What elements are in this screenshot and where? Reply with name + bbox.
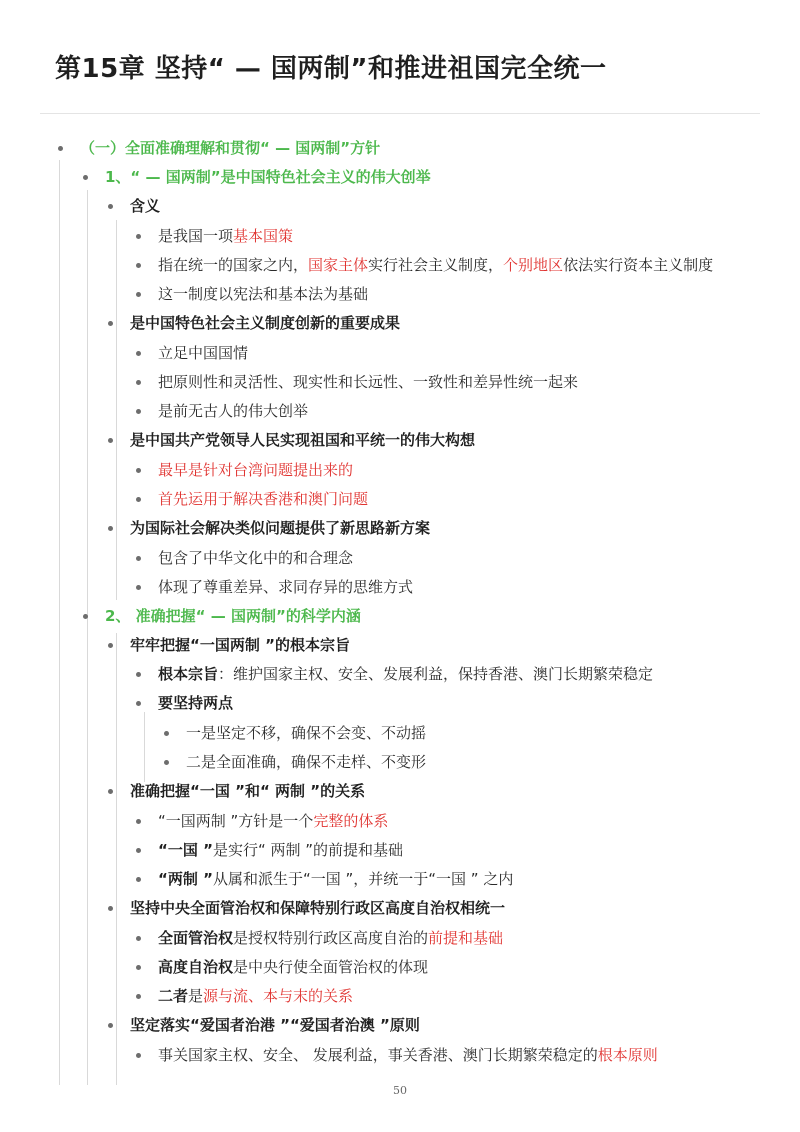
bullet-icon (83, 614, 88, 619)
list-item: 事关国家主权、安全、 发展利益，事关香港、澳门长期繁荣稳定的根本原则 (158, 1043, 658, 1067)
tree-line-level1 (59, 160, 60, 1085)
list-item: 二是全面准确，确保不走样、不变形 (186, 750, 426, 774)
bullet-icon (136, 409, 141, 414)
bullet-icon (136, 848, 141, 853)
list-item: 体现了尊重差异、求同存异的思维方式 (158, 575, 413, 599)
tree-line-level3 (116, 633, 117, 1085)
bullet-icon (108, 1023, 113, 1028)
bullet-icon (164, 731, 169, 736)
bullet-icon (136, 1053, 141, 1058)
list-item: 指在统一的国家之内，国家主体实行社会主义制度，个别地区依法实行资本主义制度 (158, 253, 713, 277)
list-item: 二者是源与流、本与末的关系 (158, 984, 353, 1008)
bullet-icon (136, 292, 141, 297)
list-item: 最早是针对台湾问题提出来的 (158, 458, 353, 482)
list-item: 坚定落实“爱国者治港 ”“爱国者治澳 ”原则 (130, 1013, 420, 1037)
list-item: 含义 (130, 194, 160, 218)
bullet-icon (136, 672, 141, 677)
list-item: 首先运用于解决香港和澳门问题 (158, 487, 368, 511)
list-item: 是中国共产党领导人民实现祖国和平统一的伟大构想 (130, 428, 475, 452)
bullet-icon (108, 906, 113, 911)
list-item: “一国 ”是实行“ 两制 ”的前提和基础 (158, 838, 403, 862)
list-item: 根本宗旨：维护国家主权、安全、发展利益，保持香港、澳门长期繁荣稳定 (158, 662, 653, 686)
bullet-icon (136, 263, 141, 268)
list-item: 坚持中央全面管治权和保障特别行政区高度自治权相统一 (130, 896, 505, 920)
bullet-icon (164, 760, 169, 765)
list-item: 是我国一项基本国策 (158, 224, 293, 248)
bullet-icon (136, 497, 141, 502)
bullet-icon (136, 380, 141, 385)
bullet-icon (136, 468, 141, 473)
list-item: 包含了中华文化中的和合理念 (158, 546, 353, 570)
bullet-icon (136, 877, 141, 882)
list-item: 2、 准确把握“ — 国两制”的科学内涵 (105, 604, 361, 628)
bullet-icon (136, 701, 141, 706)
bullet-icon (83, 175, 88, 180)
list-item: 要坚持两点 (158, 691, 233, 715)
list-item: “两制 ”从属和派生于“一国 ”，并统一于“一国 ” 之内 (158, 867, 513, 891)
bullet-icon (108, 526, 113, 531)
list-item: 这一制度以宪法和基本法为基础 (158, 282, 368, 306)
title-divider (40, 113, 760, 114)
list-item: 一是坚定不移，确保不会变、不动摇 (186, 721, 426, 745)
list-item: 牢牢把握“一国两制 ”的根本宗旨 (130, 633, 350, 657)
tree-line-level4 (144, 712, 145, 782)
list-item: “一国两制 ”方针是一个完整的体系 (158, 809, 388, 833)
bullet-icon (108, 789, 113, 794)
page-number: 50 (393, 1084, 407, 1097)
list-item: 准确把握“一国 ”和“ 两制 ”的关系 (130, 779, 365, 803)
bullet-icon (136, 351, 141, 356)
list-item: 为国际社会解决类似问题提供了新思路新方案 (130, 516, 430, 540)
tree-line-level2 (87, 190, 88, 1085)
list-item: 立足中国国情 (158, 341, 248, 365)
bullet-icon (136, 556, 141, 561)
bullet-icon (136, 936, 141, 941)
page-title: 第15章 坚持“ — 国两制”和推进祖国完全统一 (55, 54, 607, 84)
list-item: （一）全面准确理解和贯彻“ — 国两制”方针 (80, 136, 380, 160)
list-item: 把原则性和灵活性、现实性和长远性、一致性和差异性统一起来 (158, 370, 578, 394)
tree-line-level3 (116, 220, 117, 600)
bullet-icon (136, 965, 141, 970)
list-item: 是中国特色社会主义制度创新的重要成果 (130, 311, 400, 335)
bullet-icon (108, 321, 113, 326)
list-item: 1、“ — 国两制”是中国特色社会主义的伟大创举 (105, 165, 431, 189)
bullet-icon (136, 234, 141, 239)
bullet-icon (108, 204, 113, 209)
bullet-icon (136, 819, 141, 824)
bullet-icon (58, 146, 63, 151)
bullet-icon (136, 585, 141, 590)
list-item: 全面管治权是授权特别行政区高度自治的前提和基础 (158, 926, 503, 950)
bullet-icon (108, 643, 113, 648)
bullet-icon (136, 994, 141, 999)
list-item: 是前无古人的伟大创举 (158, 399, 308, 423)
list-item: 高度自治权是中央行使全面管治权的体现 (158, 955, 428, 979)
bullet-icon (108, 438, 113, 443)
